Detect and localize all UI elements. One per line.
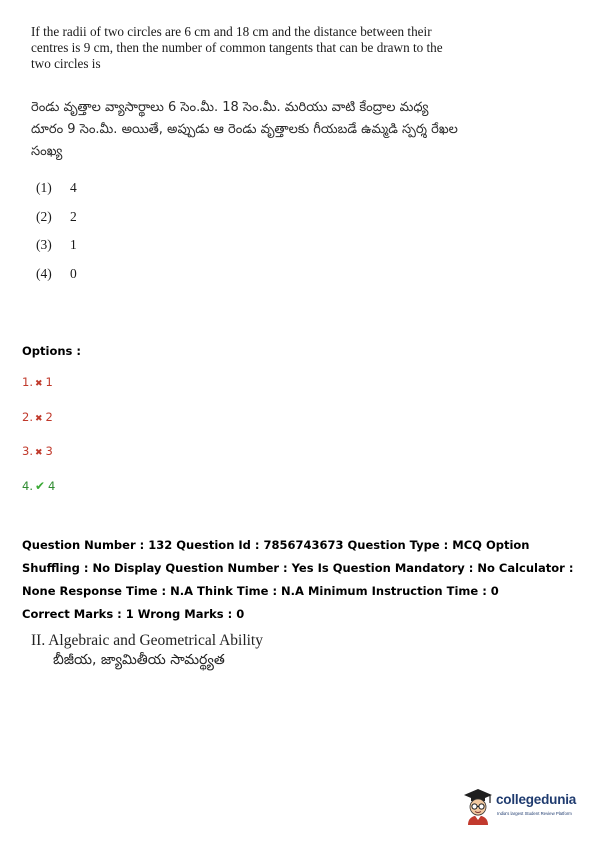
option-value: 2 <box>45 409 53 424</box>
option-value: 3 <box>45 444 53 458</box>
cross-icon: ✖ <box>34 413 43 424</box>
brand-name: collegedunia <box>496 792 577 807</box>
question-choice <box>36 266 77 295</box>
choice-number: (4) <box>36 265 52 281</box>
student-mascot-icon <box>462 787 494 825</box>
option-index: 3. <box>22 444 33 458</box>
answer-option-wrong <box>22 375 55 410</box>
marks-info: Correct Marks : 1 Wrong Marks : 0 <box>22 607 245 621</box>
cross-icon: ✖ <box>34 379 43 389</box>
choice-number: (1) <box>36 180 52 195</box>
section-title-telugu: బీజీయ, జ్యామితీయ సామర్థ్యత <box>53 652 225 668</box>
option-value: 4 <box>48 478 56 493</box>
check-icon: ✔ <box>34 478 46 493</box>
option-index: 2. <box>22 409 33 424</box>
option-value: 1 <box>45 375 53 389</box>
answer-options <box>22 375 55 513</box>
choice-value: 0 <box>70 265 77 281</box>
question-choice <box>36 180 77 209</box>
choice-value: 1 <box>70 237 77 253</box>
answer-option-wrong <box>22 410 55 445</box>
question-details: Question Number : 132 Question Id : 7856743673 Question Type : MCQ Option Shuffling : No Display Question Number : Yes Is Question Mandatory : No Calculator : None Response Time : N.A Think Time : N.A Minimum Instruction Time : 0 <box>22 538 574 598</box>
question-choices <box>36 180 77 294</box>
choice-number: (2) <box>36 208 52 224</box>
answer-option-correct <box>22 479 55 514</box>
brand-tagline: India's largest Student Review Platform <box>497 811 572 816</box>
question-text-telugu: రెండు వృత్తాల వ్యాసార్థాలు 6 సెం.మీ. 18 సెం.మీ. మరియు వాటి కేంద్రాల మధ్య దూరం 9 సెం.మీ. అయితే, అప్పుడు ఆ రెండు వృత్తాలకు గీయబడే ఉమ్మడి స్పర్శ రేఖల సంఖ్య <box>31 100 458 159</box>
answer-option-wrong <box>22 444 55 479</box>
choice-value: 2 <box>70 208 77 224</box>
question-text-english: If the radii of two circles are 6 cm and 18 cm and the distance between their centres is 9 cm, then the number of common tangents that can be drawn to the two circles is <box>31 24 443 71</box>
options-heading: Options : <box>22 344 81 358</box>
option-index: 4. <box>22 478 33 493</box>
question-choice <box>36 237 77 266</box>
choice-number: (3) <box>36 237 52 253</box>
choice-value: 4 <box>70 180 77 195</box>
question-choice <box>36 209 77 238</box>
collegedunia-logo <box>462 787 588 827</box>
section-title-english: II. Algebraic and Geometrical Ability <box>31 632 263 649</box>
option-index: 1. <box>22 375 33 389</box>
cross-icon: ✖ <box>34 448 43 458</box>
